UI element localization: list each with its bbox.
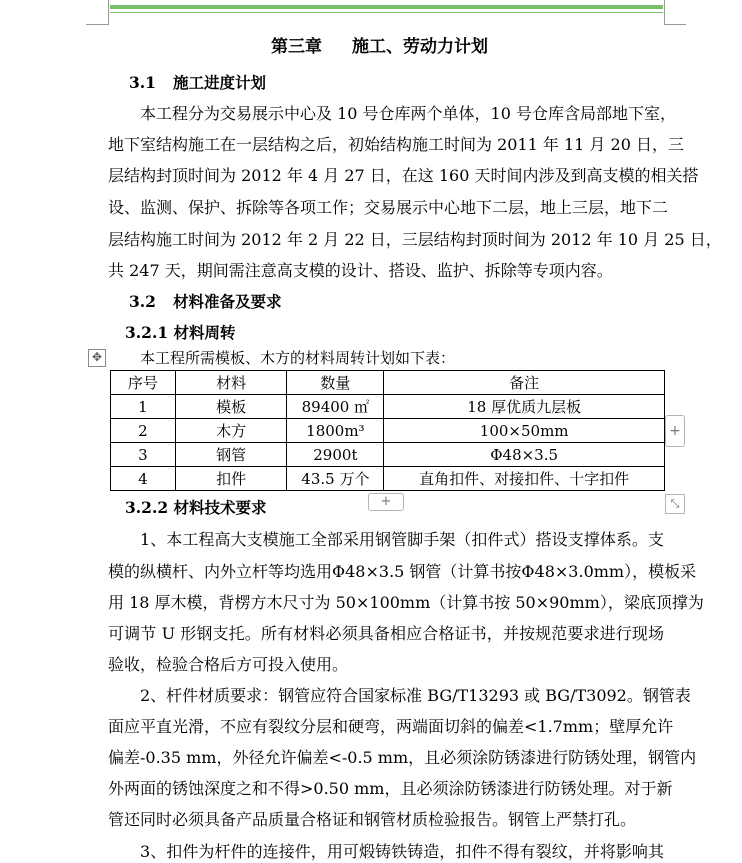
table-cell[interactable]: 木方 bbox=[175, 419, 287, 443]
table-move-handle-icon[interactable]: ✥ bbox=[88, 349, 106, 367]
table-cell[interactable]: 模板 bbox=[175, 395, 287, 419]
subsection-heading-3-2-2: 3.2.2 材料技术要求 bbox=[125, 498, 267, 517]
header-rule-thin bbox=[110, 12, 663, 13]
table-cell[interactable]: 1800m³ bbox=[287, 419, 384, 443]
table-header-cell[interactable]: 材料 bbox=[175, 371, 287, 395]
table-row bbox=[111, 467, 665, 491]
table-cell[interactable]: 1 bbox=[111, 395, 176, 419]
table-cell[interactable]: 3 bbox=[111, 443, 176, 467]
text-line: 共 247 天，期间需注意高支模的设计、搭设、监护、拆除等专项内容。 bbox=[108, 261, 613, 280]
text-line: 本工程分为交易展示中心及 10 号仓库两个单体，10 号仓库含局部地下室， bbox=[140, 104, 676, 123]
table-header-row bbox=[111, 371, 665, 395]
table-cell[interactable]: 钢管 bbox=[175, 443, 287, 467]
table-cell[interactable]: 2 bbox=[111, 419, 176, 443]
table-cell[interactable]: 4 bbox=[111, 467, 176, 491]
text-line: 层结构施工时间为 2012 年 2 月 22 日，三层结构封顶时间为 2012 年 10 月 25 日， bbox=[108, 230, 722, 249]
table-header-cell[interactable]: 备注 bbox=[384, 371, 665, 395]
text-line: 1、本工程高大支模施工全部采用钢管脚手架（扣件式）搭设支撑体系。支 bbox=[140, 530, 664, 549]
table-row bbox=[111, 395, 665, 419]
text-line: 地下室结构施工在一层结构之后，初始结构施工时间为 2011 年 11 月 20 日，三 bbox=[108, 135, 684, 154]
text-line: 3、扣件为杆件的连接件，用可煅铸铁铸造，扣件不得有裂纹，并将影响其 bbox=[140, 842, 664, 861]
table-cell[interactable]: 100×50mm bbox=[384, 419, 665, 443]
text-line: 验收，检验合格后方可投入使用。 bbox=[108, 655, 349, 674]
table-intro: 本工程所需模板、木方的材料周转计划如下表： bbox=[140, 349, 456, 367]
page-corner-mark bbox=[664, 24, 686, 25]
table-resize-handle-icon[interactable]: ⤡ bbox=[665, 494, 685, 514]
text-line: 外两面的锈蚀深度之和不得>0.50 mm，且必须涂防锈漆进行防锈处理。对于新 bbox=[108, 779, 673, 798]
text-line: 2、杆件材质要求：钢管应符合国家标准 BG/T13293 或 BG/T3092。钢管表 bbox=[140, 686, 691, 705]
header-rule bbox=[110, 5, 663, 9]
text-line: 可调节 U 形钢支托。所有材料必须具备相应合格证书，并按规范要求进行现场 bbox=[108, 624, 664, 643]
material-turnover-table bbox=[110, 370, 665, 491]
chapter-title bbox=[271, 37, 488, 57]
subsection-heading-3-2-1: 3.2.1 材料周转 bbox=[125, 323, 236, 342]
table-cell[interactable]: 89400 ㎡ bbox=[287, 395, 384, 419]
page-corner-mark bbox=[664, 0, 665, 25]
table-cell[interactable]: 2900t bbox=[287, 443, 384, 467]
table-cell[interactable]: 直角扣件、对接扣件、十字扣件 bbox=[384, 467, 665, 491]
table-cell[interactable]: Φ48×3.5 bbox=[384, 443, 665, 467]
text-line: 用 18 厚木模，背楞方木尺寸为 50×100mm（计算书按 50×90mm），梁底顶撑为 bbox=[108, 593, 704, 612]
text-line: 模的纵横杆、内外立杆等均选用Φ48×3.5 钢管（计算书按Φ48×3.0mm），模板采 bbox=[108, 562, 697, 581]
table-header-cell[interactable]: 序号 bbox=[111, 371, 176, 395]
text-line: 层结构封顶时间为 2012 年 4 月 27 日，在这 160 天时间内涉及到高支模的相关搭 bbox=[108, 166, 699, 185]
add-row-button[interactable]: + bbox=[368, 493, 404, 511]
table-row bbox=[111, 419, 665, 443]
section-heading-3-2: 3.2 材料准备及要求 bbox=[129, 292, 282, 311]
table-header-cell[interactable]: 数量 bbox=[287, 371, 384, 395]
page-corner-mark bbox=[108, 0, 109, 25]
text-line: 偏差-0.35 mm，外径允许偏差<-0.5 mm，且必须涂防锈漆进行防锈处理，钢管内 bbox=[108, 748, 697, 767]
page-corner-mark bbox=[86, 24, 108, 25]
add-column-button[interactable]: + bbox=[665, 415, 685, 447]
section-heading-3-1: 3.1 施工进度计划 bbox=[129, 73, 267, 92]
chapter-name: 施工、劳动力计划 bbox=[352, 37, 488, 57]
text-line: 面应平直光滑，不应有裂纹分层和硬弯，两端面切斜的偏差<1.7mm；壁厚允许 bbox=[108, 717, 674, 736]
table-cell[interactable]: 扣件 bbox=[175, 467, 287, 491]
text-line: 管还同时必须具备产品质量合格证和钢管材质检验报告。钢管上严禁打孔。 bbox=[108, 810, 637, 829]
text-line: 设、监测、保护、拆除等各项工作；交易展示中心地下二层，地上三层，地下二 bbox=[108, 198, 669, 217]
table-cell[interactable]: 43.5 万个 bbox=[287, 467, 384, 491]
table-row bbox=[111, 443, 665, 467]
chapter-number: 第三章 bbox=[271, 37, 322, 57]
table-cell[interactable]: 18 厚优质九层板 bbox=[384, 395, 665, 419]
